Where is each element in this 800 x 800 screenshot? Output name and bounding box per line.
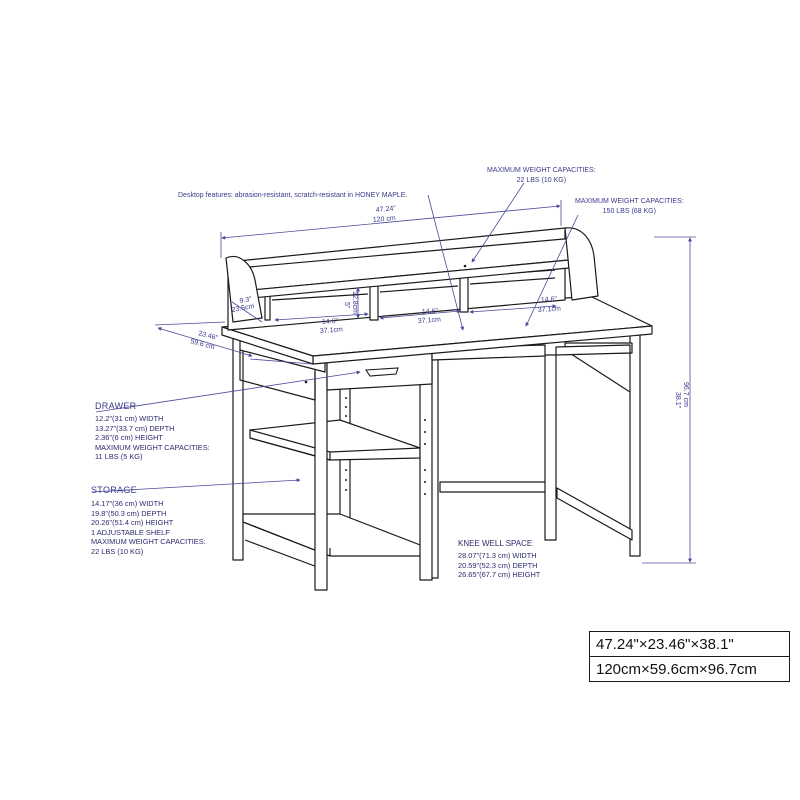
cubby2-width-cm: 37.1cm [417,316,442,325]
knee-well-spec-line: 20.59"(52.3 cm) DEPTH [458,560,538,570]
cubby-height-cm: 12.8cm [351,291,358,314]
drawer-spec-line: 12.2"(31 cm) WIDTH [95,414,164,423]
knee-well-title: KNEE WELL SPACE [458,539,533,548]
storage-spec-line: 1 ADJUSTABLE SHELF [91,527,170,537]
drawer-spec-line: 13.27"(33.7 cm) DEPTH [95,423,175,433]
cubby3-width-cm: 37.1cm [537,305,562,314]
overall-size-box [589,631,790,682]
cubby3-width-in: 14.6" [540,295,558,304]
knee-well-spec-line: 26.65"(67.7 cm) HEIGHT [458,570,541,580]
drawer-spec-line: 2.36"(6 cm) HEIGHT [95,433,163,443]
storage-specs [91,499,206,557]
drawer-title: DRAWER [95,401,137,411]
desk-outline [222,228,652,590]
desk-capacity-line-1: MAXIMUM WEIGHT CAPACITIES: [575,198,684,205]
hutch-capacity-callout [487,166,596,185]
storage-title: STORAGE [91,485,137,495]
storage-spec-line: 20.26"(51.4 cm) HEIGHT [91,518,174,528]
desktop-features-callout: Desktop features: abrasion-resistant, scratch-resistant in HONEY MAPLE. [178,192,408,199]
overall-size-metric: 120cm×59.6cm×96.7cm [596,661,757,678]
height-cm: 96.7 cm [682,382,689,407]
storage-spec-line: MAXIMUM WEIGHT CAPACITIES: [91,537,206,547]
hutch-capacity-line-1: MAXIMUM WEIGHT CAPACITIES: [487,167,596,174]
desk-depth-in: 23.46" [197,330,219,343]
knee-well-spec-line: 28.07"(71.3 cm) WIDTH [458,551,537,560]
desk-capacity-callout [575,197,684,216]
knee-well-specs [458,551,540,580]
hutch-depth-cm: 23.5cm [231,303,255,314]
hutch-capacity-line-2: 22 LBS (10 KG) [516,176,567,184]
cubby2-width-in: 14.6" [421,307,439,316]
height-in: 38.1" [674,392,681,409]
desk-capacity-line-2: 150 LBS (68 KG) [602,207,656,215]
cubby-height-in: 5" [343,302,350,309]
total-width-cm: 120 cm [372,215,397,224]
storage-spec-line: 19.8"(50.3 cm) DEPTH [91,508,167,518]
storage-spec-line: 22 LBS (10 KG) [91,546,144,556]
drawer-spec-line: 11 LBS (5 KG) [95,452,143,462]
storage-spec-line: 14.17"(36 cm) WIDTH [91,499,164,508]
cubby1-width-cm: 37.1cm [319,326,344,335]
drawer-specs [95,414,210,462]
total-width-in: 47.24" [375,205,397,214]
hutch-depth-in: 9.3" [239,295,253,305]
drawer-spec-line: MAXIMUM WEIGHT CAPACITIES: [95,442,210,452]
cubby1-width-in: 14.6" [321,317,339,326]
overall-size-imperial: 47.24"×23.46"×38.1" [590,632,789,657]
desk-depth-cm: 59.6 cm [189,338,216,352]
